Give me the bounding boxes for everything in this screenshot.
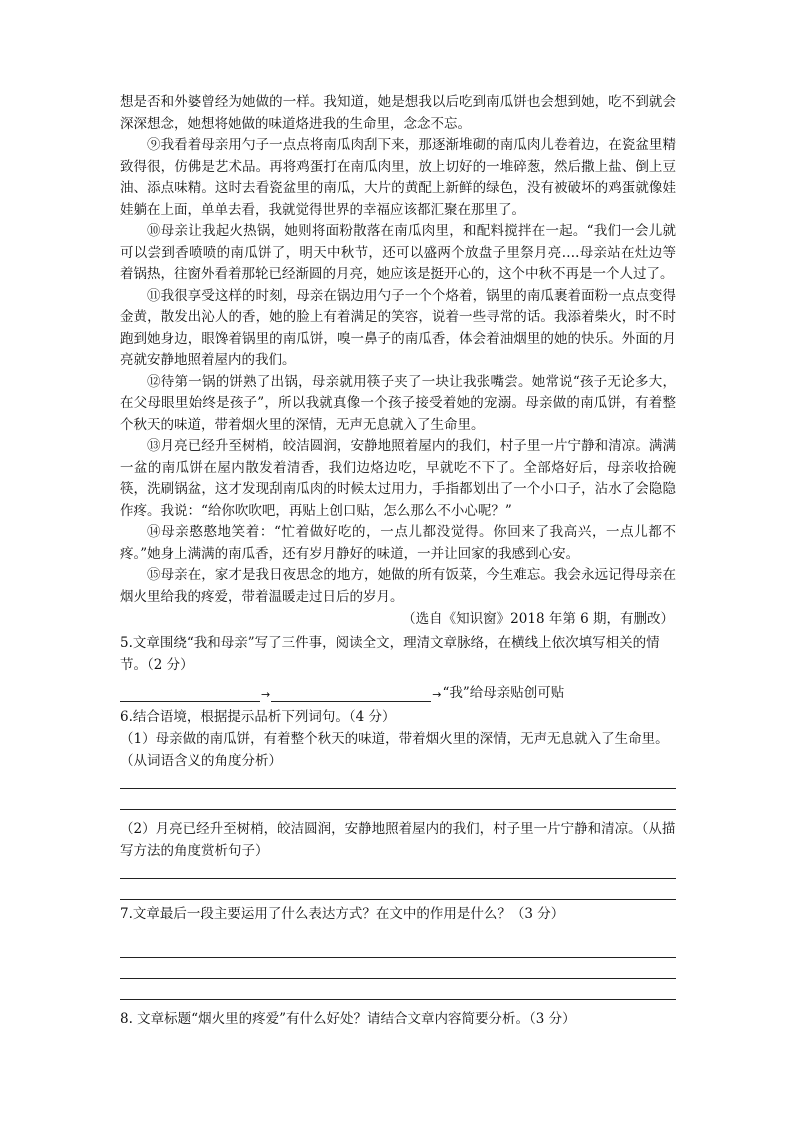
paragraph-10: ⑩母亲让我起火热锅，她则将面粉散落在南瓜肉里，和配料搅拌在一起。“我们一会儿就可以尝到香喷喷的南瓜饼了，明天中秋节，还可以盛两个放盘子里祭月亮….母亲站在灶边等着锅热，往窗外看着那轮已经渐圆的月亮，她应该是挺开心的，这个中秋不再是一个人过了。 bbox=[120, 223, 676, 282]
paragraph-13: ⑬月亮已经升至树梢，皎洁圆润，安静地照着屋内的我们，村子里一片宁静和清凉。满满一盆的南瓜饼在屋内散发着清香，我们边烙边吃，早就吃不下了。全部烙好后，母亲收拾碗筷，洗刷锅盆，这才发现刮南瓜肉的时候太过用力，手指都划出了一个小口子，沾水了会隐隐作疼。我说：“给你吹吹吧，再贴上创口贴，怎么那么不小心呢？” bbox=[120, 438, 676, 519]
question-5-end-event: “我”给母亲贴创可贴 bbox=[442, 685, 565, 701]
answer-line[interactable] bbox=[120, 899, 676, 900]
paragraph-14: ⑭母亲憨憨地笑着：“忙着做好吃的，一点儿都没觉得。你回来了我高兴，一点儿都不疼。”她身上满满的南瓜香，还有岁月静好的味道，一并让回家的我感到心安。 bbox=[120, 524, 676, 562]
question-6-part-1: （1）母亲做的南瓜饼，有着整个秋天的味道，带着烟火里的深情，无声无息就入了生命里。（从词语含义的角度分析） bbox=[120, 731, 669, 769]
question-7: 7.文章最后一段主要运用了什么表达方式？在文中的作用是什么？（3 分） bbox=[120, 906, 565, 922]
source-citation: （选自《知识窗》2018 年第 6 期，有删改） bbox=[402, 611, 674, 627]
question-6-part-2: （2）月亮已经升至树梢，皎洁圆润，安静地照着屋内的我们，村子里一片宁静和清凉。（从描写方法的角度赏析句子） bbox=[120, 821, 676, 859]
paragraph-15: ⑮母亲在，家才是我日夜思念的地方，她做的所有饭菜，今生难忘。我会永远记得母亲在烟火里给我的疼爱，带着温暖走过日后的岁月。 bbox=[120, 567, 676, 605]
answer-blank-1[interactable] bbox=[120, 687, 260, 702]
arrow-icon: → bbox=[261, 688, 271, 701]
paragraph-12: ⑫待第一锅的饼熟了出锅，母亲就用筷子夹了一块让我张嘴尝。她常说“孩子无论多大，在父母眼里始终是孩子”，所以我就真像一个孩子接受着她的宠溺。母亲做的南瓜饼，有着整个秋天的味道，带着烟火里的深情，无声无息就入了生命里。 bbox=[120, 373, 676, 433]
answer-line[interactable] bbox=[120, 809, 676, 810]
paragraph-continuation: 想是否和外婆曾经为她做的一样。我知道，她是想我以后吃到南瓜饼也会想到她，吃不到就会深深想念，她想将她做的味道烙进我的生命里，念念不忘。 bbox=[120, 94, 676, 132]
question-8: 8. 文章标题“烟火里的疼爱”有什么好处？请结合文章内容简要分析。（3 分） bbox=[120, 1011, 576, 1027]
answer-blank-2[interactable] bbox=[271, 687, 431, 702]
answer-line[interactable] bbox=[120, 878, 676, 879]
answer-line[interactable] bbox=[120, 957, 676, 958]
question-5-fill-row bbox=[120, 678, 676, 702]
paragraph-11: ⑪我很享受这样的时刻，母亲在锅边用勺子一个个烙着，锅里的南瓜裹着面粉一点点变得金黄，散发出沁人的香，她的脸上有着满足的笑容，说着一些寻常的话。我添着柴火，时不时跑到她身边，眼馋着锅里的南瓜饼，嗅一鼻子的南瓜香，体会着油烟里的她的快乐。外面的月亮就安静地照着屋内的我们。 bbox=[120, 287, 676, 368]
answer-line[interactable] bbox=[120, 978, 676, 979]
question-5: 5.文章围绕“我和母亲”写了三件事，阅读全文，理清文章脉络，在横线上依次填写相关的情节。（2 分） bbox=[120, 635, 660, 673]
answer-line[interactable] bbox=[120, 788, 676, 789]
paragraph-9: ⑨我看着母亲用勺子一点点将南瓜肉刮下来，那逐渐堆砌的南瓜肉儿卷着边，在瓷盆里精致得很，仿佛是艺术品。再将鸡蛋打在南瓜肉里，放上切好的一堆碎葱，然后撒上盐、倒上豆油、添点味精。这时去看瓷盆里的南瓜，大片的黄配上新鲜的绿色，没有被破坏的鸡蛋就像娃娃躺在上面，单单去看，我就觉得世界的幸福应该都汇聚在那里了。 bbox=[120, 137, 676, 218]
question-6: 6.结合语境，根据提示品析下列词句。（4 分） bbox=[120, 709, 396, 725]
document-content bbox=[120, 92, 676, 1030]
arrow-icon: → bbox=[432, 688, 442, 701]
answer-line[interactable] bbox=[120, 999, 676, 1000]
